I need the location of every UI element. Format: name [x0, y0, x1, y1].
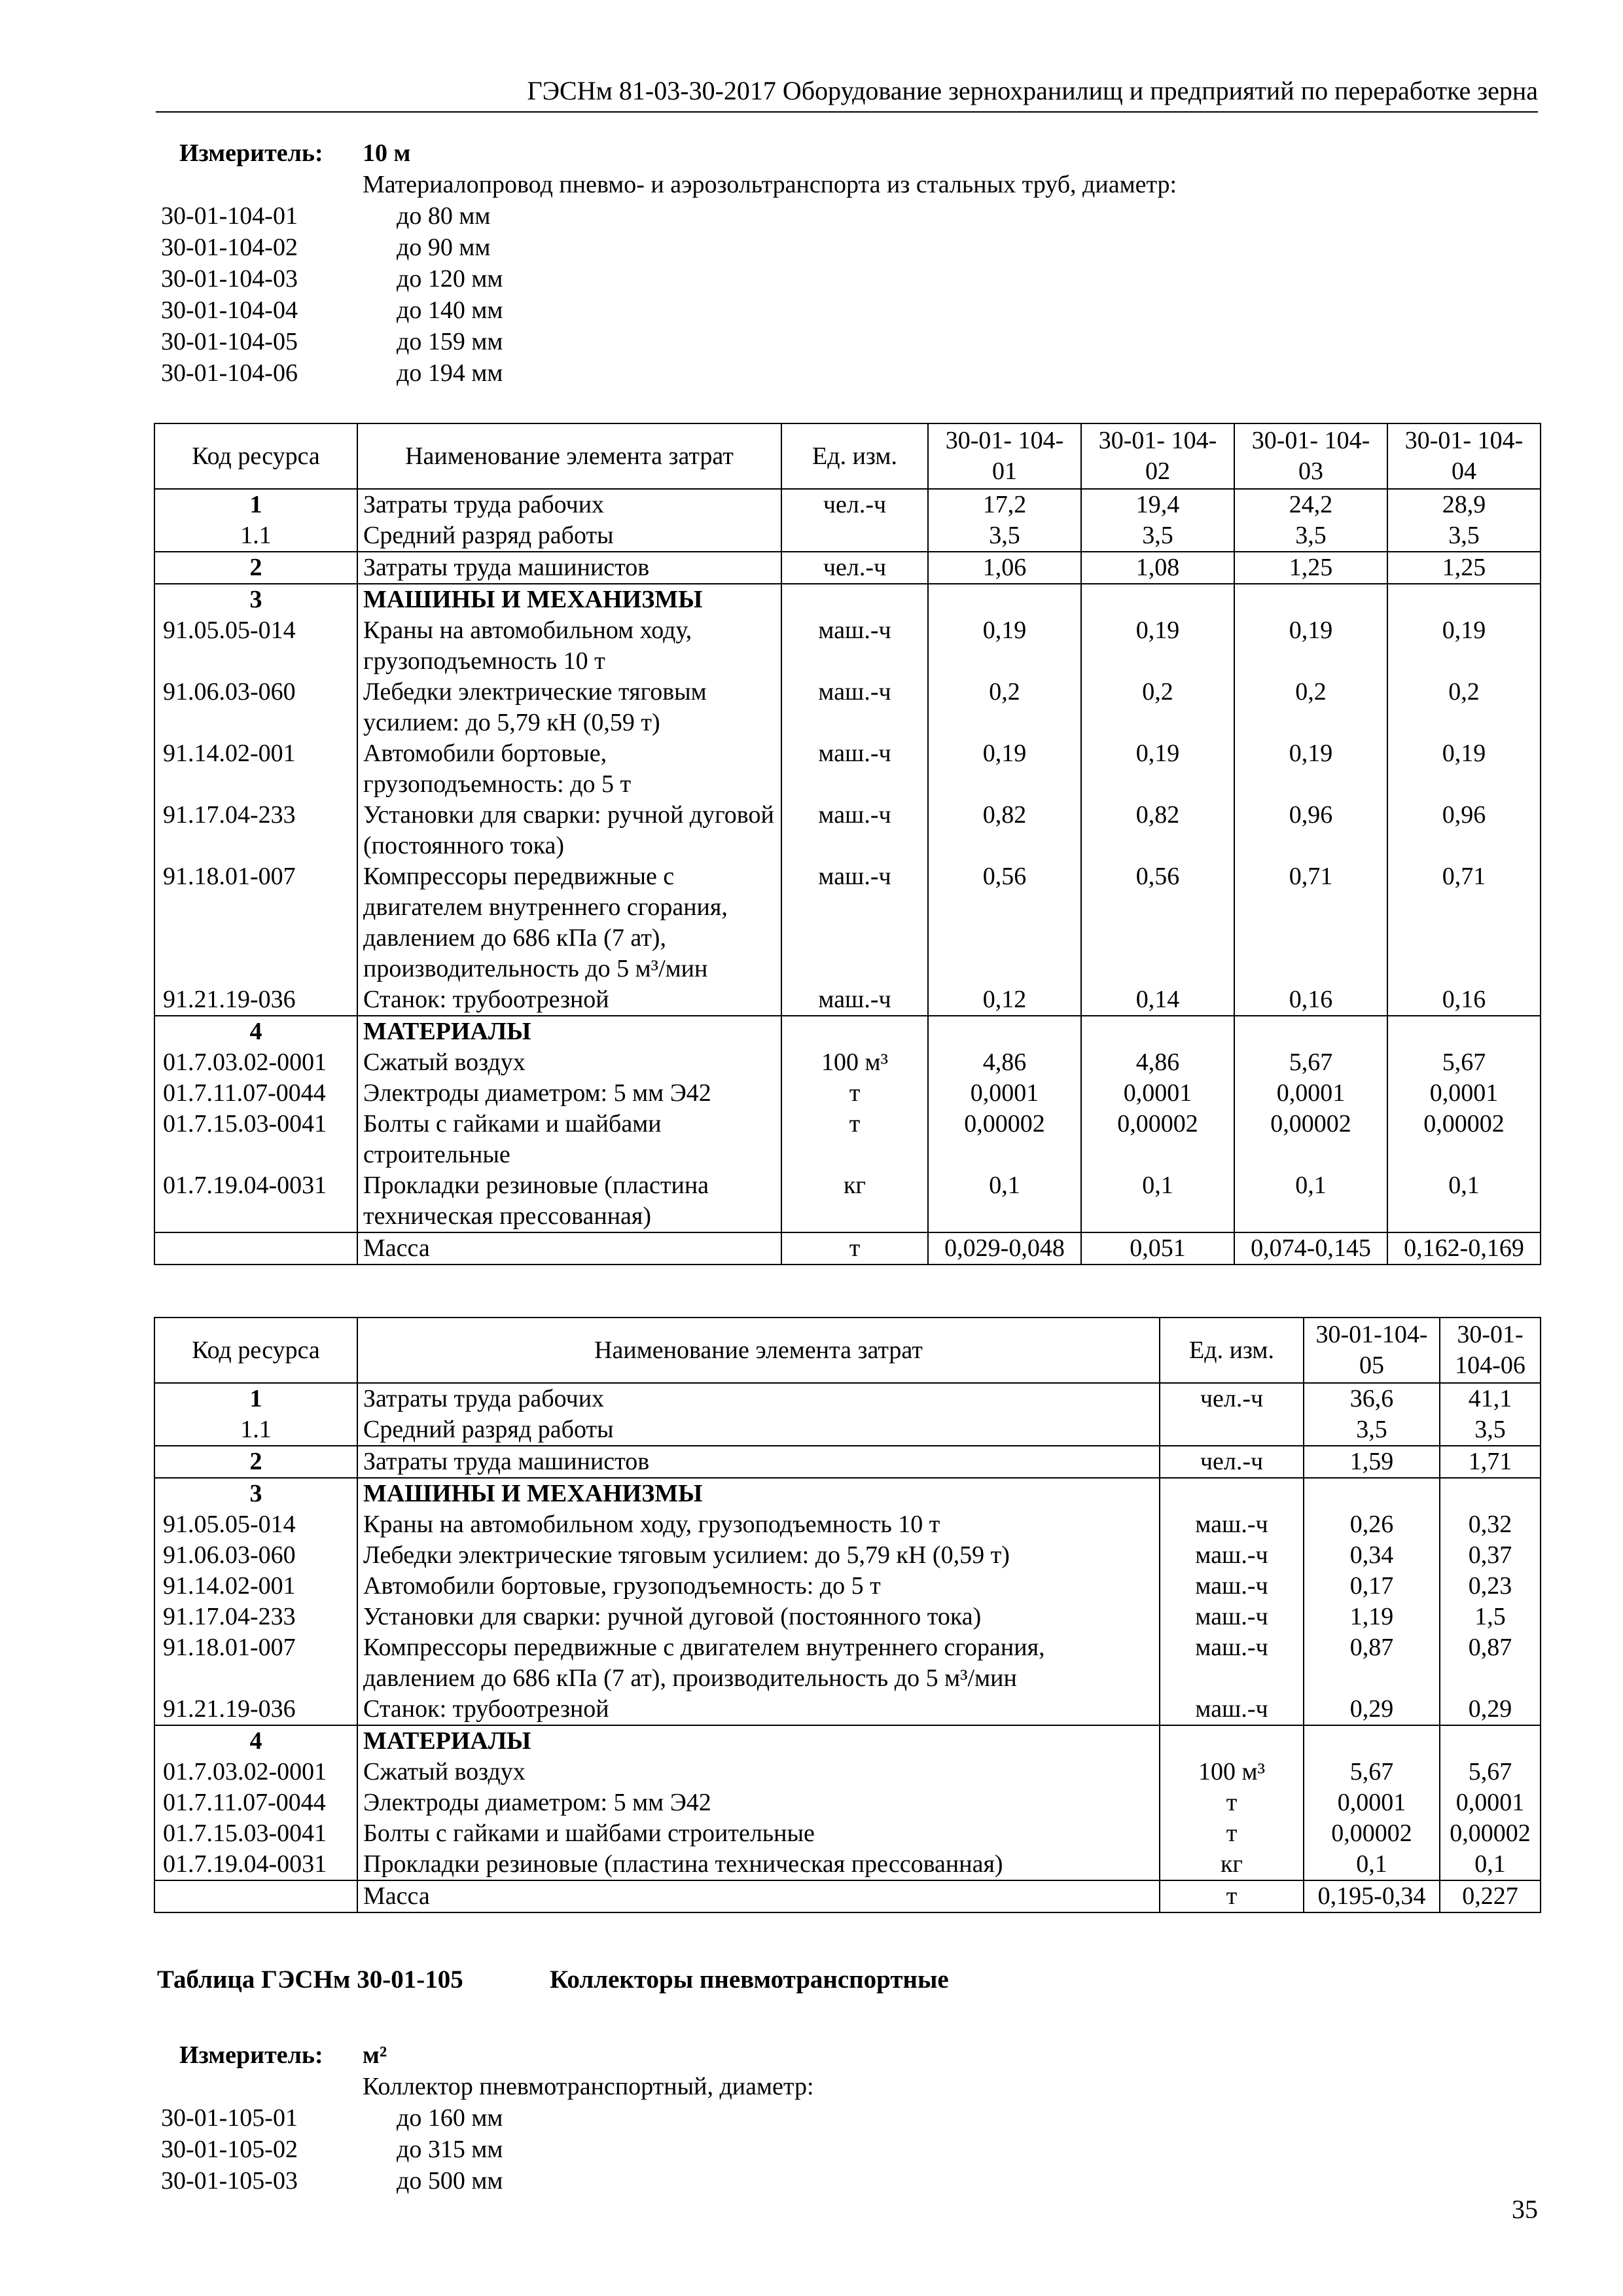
cell-value: 3,5 — [928, 520, 1081, 552]
meter-value: м² — [363, 2041, 387, 2069]
cell-name: Лебедки электрические тяговым усилием: до 5,79 кН (0,59 т) — [357, 677, 781, 738]
cell-name: Сжатый воздух — [357, 1757, 1160, 1787]
cell-value: 28,9 — [1387, 489, 1541, 520]
cell-value: 0,0001 — [1304, 1787, 1440, 1818]
cell-code: 01.7.19.04-0031 — [154, 1170, 357, 1232]
cell-value: 0,1 — [928, 1170, 1081, 1232]
header-unit: Ед. изм. — [781, 423, 928, 489]
cell-value — [928, 1016, 1081, 1047]
cell-unit: кг — [781, 1170, 928, 1232]
cell-value: 3,5 — [1081, 520, 1234, 552]
table-row — [154, 1694, 1541, 1725]
table-row — [154, 1787, 1541, 1818]
table-row — [154, 584, 1541, 615]
cell-name: Компрессоры передвижные с двигателем внутреннего сгорания, давлением до 686 кПа (7 ат), производительность до 5 м³/мин — [357, 861, 781, 984]
cell-unit: маш.-ч — [781, 800, 928, 861]
cell-unit — [1160, 1478, 1304, 1509]
item-text: до 159 мм — [397, 328, 503, 355]
cell-name: Станок: трубоотрезной — [357, 984, 781, 1016]
table-row — [154, 1414, 1541, 1446]
cell-code: 1 — [154, 489, 357, 520]
cell-name: Затраты труда рабочих — [357, 489, 781, 520]
cell-value: 36,6 — [1304, 1383, 1440, 1414]
resource-table-2 — [154, 1317, 1541, 1913]
table-row — [154, 520, 1541, 552]
cell-unit: чел.-ч — [1160, 1446, 1304, 1478]
cell-value — [1387, 1016, 1541, 1047]
cell-value: 3,5 — [1234, 520, 1387, 552]
cell-code: 91.17.04-233 — [154, 1602, 357, 1632]
cell-value: 1,71 — [1440, 1446, 1541, 1478]
cell-value: 0,00002 — [1440, 1818, 1541, 1849]
cell-code: 01.7.03.02-0001 — [154, 1757, 357, 1787]
cell-value: 1,08 — [1081, 552, 1234, 584]
cell-value: 0,2 — [1387, 677, 1541, 738]
cell-value: 0,87 — [1304, 1632, 1440, 1694]
resource-table-1 — [154, 423, 1541, 1265]
header-col: 30-01-104-06 — [1440, 1318, 1541, 1383]
cell-value: 0,26 — [1304, 1509, 1440, 1540]
cell-unit: чел.-ч — [781, 489, 928, 520]
cell-name: Прокладки резиновые (пластина техническая прессованная) — [357, 1849, 1160, 1880]
cell-code: 1.1 — [154, 1414, 357, 1446]
cell-value: 0,37 — [1440, 1540, 1541, 1571]
cell-code: 01.7.15.03-0041 — [154, 1818, 357, 1849]
cell-name: МАШИНЫ И МЕХАНИЗМЫ — [357, 584, 781, 615]
cell-name: МАШИНЫ И МЕХАНИЗМЫ — [357, 1478, 1160, 1509]
table-title — [157, 1965, 949, 1994]
item-text: до 90 мм — [397, 234, 491, 261]
cell-value — [1234, 1016, 1387, 1047]
meter-label: Измеритель: — [179, 2041, 323, 2069]
table-row — [154, 1509, 1541, 1540]
cell-value: 24,2 — [1234, 489, 1387, 520]
cell-value: 0,17 — [1304, 1571, 1440, 1602]
table-row — [154, 1818, 1541, 1849]
cell-value — [1234, 584, 1387, 615]
cell-value: 0,14 — [1081, 984, 1234, 1016]
item-code: 30-01-104-02 — [161, 234, 298, 261]
cell-code: 91.06.03-060 — [154, 1540, 357, 1571]
cell-value: 0,00002 — [1234, 1109, 1387, 1170]
cell-code: 4 — [154, 1725, 357, 1757]
cell-value: 0,0001 — [1081, 1078, 1234, 1109]
cell-unit: кг — [1160, 1849, 1304, 1880]
item-text: до 194 мм — [397, 359, 503, 387]
table-row — [154, 1540, 1541, 1571]
cell-name: МАТЕРИАЛЫ — [357, 1725, 1160, 1757]
cell-value: 0,87 — [1440, 1632, 1541, 1694]
cell-value: 0,19 — [1081, 615, 1234, 677]
item-code: 30-01-104-06 — [161, 359, 298, 387]
cell-value: 0,162-0,169 — [1387, 1232, 1541, 1265]
page-number: 35 — [1512, 2195, 1538, 2224]
cell-unit: маш.-ч — [1160, 1571, 1304, 1602]
section-description: Материалопровод пневмо- и аэрозольтранспорта из стальных труб, диаметр: — [363, 171, 1177, 198]
cell-unit: чел.-ч — [781, 552, 928, 584]
cell-value: 0,00002 — [1081, 1109, 1234, 1170]
cell-value — [928, 584, 1081, 615]
cell-unit — [781, 520, 928, 552]
item-code: 30-01-104-01 — [161, 202, 298, 230]
cell-value: 4,86 — [928, 1047, 1081, 1078]
cell-value: 0,227 — [1440, 1880, 1541, 1912]
table-row — [154, 1047, 1541, 1078]
cell-unit: маш.-ч — [781, 861, 928, 984]
cell-value: 1,19 — [1304, 1602, 1440, 1632]
table-row — [154, 1849, 1541, 1880]
cell-code: 2 — [154, 552, 357, 584]
cell-name: Масса — [357, 1880, 1160, 1912]
cell-value — [1440, 1725, 1541, 1757]
cell-value: 0,074-0,145 — [1234, 1232, 1387, 1265]
cell-name: Средний разряд работы — [357, 520, 781, 552]
cell-value: 1,06 — [928, 552, 1081, 584]
cell-unit: маш.-ч — [781, 984, 928, 1016]
cell-value: 0,19 — [928, 615, 1081, 677]
cell-value: 5,67 — [1440, 1757, 1541, 1787]
cell-value: 0,56 — [1081, 861, 1234, 984]
cell-code: 91.17.04-233 — [154, 800, 357, 861]
cell-value: 0,29 — [1440, 1694, 1541, 1725]
section-description: Коллектор пневмотранспортный, диаметр: — [363, 2073, 814, 2100]
cell-value: 17,2 — [928, 489, 1081, 520]
cell-code: 01.7.11.07-0044 — [154, 1787, 357, 1818]
cell-unit: т — [1160, 1880, 1304, 1912]
item-code: 30-01-105-02 — [161, 2136, 298, 2163]
cell-code — [154, 1880, 357, 1912]
cell-name: Компрессоры передвижные с двигателем внутреннего сгорания, давлением до 686 кПа (7 ат), производительность до 5 м³/мин — [357, 1632, 1160, 1694]
item-code: 30-01-104-05 — [161, 328, 298, 355]
item-code: 30-01-105-03 — [161, 2167, 298, 2195]
cell-name: Станок: трубоотрезной — [357, 1694, 1160, 1725]
table-row — [154, 1602, 1541, 1632]
cell-name: Лебедки электрические тяговым усилием: до 5,79 кН (0,59 т) — [357, 1540, 1160, 1571]
cell-unit: маш.-ч — [781, 677, 928, 738]
cell-value: 3,5 — [1387, 520, 1541, 552]
table-row — [154, 1170, 1541, 1232]
cell-unit: маш.-ч — [1160, 1632, 1304, 1694]
cell-value: 0,16 — [1387, 984, 1541, 1016]
table-row — [154, 1446, 1541, 1478]
cell-value: 0,195-0,34 — [1304, 1880, 1440, 1912]
cell-code: 1.1 — [154, 520, 357, 552]
cell-value: 0,71 — [1234, 861, 1387, 984]
table-row — [154, 800, 1541, 861]
table-row — [154, 1109, 1541, 1170]
cell-unit: маш.-ч — [1160, 1694, 1304, 1725]
cell-name: Электроды диаметром: 5 мм Э42 — [357, 1078, 781, 1109]
cell-code: 3 — [154, 1478, 357, 1509]
table-row — [154, 984, 1541, 1016]
cell-value: 0,32 — [1440, 1509, 1541, 1540]
cell-value: 0,19 — [928, 738, 1081, 800]
header-col: 30-01- 104-02 — [1081, 423, 1234, 489]
cell-value: 0,29 — [1304, 1694, 1440, 1725]
cell-value: 0,82 — [928, 800, 1081, 861]
table-row — [154, 677, 1541, 738]
cell-name: Автомобили бортовые, грузоподъемность: до 5 т — [357, 1571, 1160, 1602]
cell-name: Затраты труда машинистов — [357, 1446, 1160, 1478]
cell-value: 0,00002 — [928, 1109, 1081, 1170]
item-code: 30-01-104-04 — [161, 296, 298, 324]
cell-name: Электроды диаметром: 5 мм Э42 — [357, 1787, 1160, 1818]
table-row — [154, 1725, 1541, 1757]
cell-value: 0,0001 — [1234, 1078, 1387, 1109]
cell-value: 5,67 — [1234, 1047, 1387, 1078]
cell-unit — [1160, 1725, 1304, 1757]
cell-code: 01.7.03.02-0001 — [154, 1047, 357, 1078]
cell-value: 1,25 — [1387, 552, 1541, 584]
cell-value: 0,2 — [1081, 677, 1234, 738]
cell-unit: чел.-ч — [1160, 1383, 1304, 1414]
cell-value: 0,0001 — [928, 1078, 1081, 1109]
cell-value: 3,5 — [1440, 1414, 1541, 1446]
table-row — [154, 1016, 1541, 1047]
table-row — [154, 1632, 1541, 1694]
cell-unit: маш.-ч — [1160, 1602, 1304, 1632]
cell-value: 0,34 — [1304, 1540, 1440, 1571]
table-row — [154, 1478, 1541, 1509]
cell-value: 0,1 — [1304, 1849, 1440, 1880]
table-title-label: Таблица ГЭСНм 30-01-105 — [157, 1965, 463, 1994]
table-row — [154, 1232, 1541, 1265]
cell-value: 0,1 — [1387, 1170, 1541, 1232]
cell-value: 5,67 — [1387, 1047, 1541, 1078]
cell-code: 91.05.05-014 — [154, 1509, 357, 1540]
cell-value: 0,19 — [1387, 738, 1541, 800]
cell-value: 0,96 — [1234, 800, 1387, 861]
cell-value: 0,00002 — [1387, 1109, 1541, 1170]
cell-code: 91.21.19-036 — [154, 984, 357, 1016]
cell-value: 0,16 — [1234, 984, 1387, 1016]
table-row — [154, 1880, 1541, 1912]
cell-code — [154, 1232, 357, 1265]
cell-name: Краны на автомобильном ходу, грузоподъемность 10 т — [357, 1509, 1160, 1540]
cell-unit — [781, 584, 928, 615]
cell-unit — [1160, 1414, 1304, 1446]
item-text: до 315 мм — [397, 2136, 503, 2163]
item-text: до 120 мм — [397, 265, 503, 293]
table-row — [154, 1571, 1541, 1602]
table-row — [154, 615, 1541, 677]
cell-name: Прокладки резиновые (пластина техническая прессованная) — [357, 1170, 781, 1232]
cell-value: 0,19 — [1234, 615, 1387, 677]
header-col: 30-01- 104-04 — [1387, 423, 1541, 489]
cell-code: 2 — [154, 1446, 357, 1478]
cell-code: 91.18.01-007 — [154, 1632, 357, 1694]
item-text: до 80 мм — [397, 202, 491, 230]
cell-name: МАТЕРИАЛЫ — [357, 1016, 781, 1047]
item-code: 30-01-104-03 — [161, 265, 298, 293]
cell-code: 91.06.03-060 — [154, 677, 357, 738]
cell-value: 0,82 — [1081, 800, 1234, 861]
cell-value: 0,96 — [1387, 800, 1541, 861]
cell-value: 0,00002 — [1304, 1818, 1440, 1849]
table-row — [154, 489, 1541, 520]
cell-code: 91.14.02-001 — [154, 1571, 357, 1602]
cell-value — [1440, 1478, 1541, 1509]
cell-value: 0,0001 — [1387, 1078, 1541, 1109]
item-code: 30-01-105-01 — [161, 2104, 298, 2132]
cell-unit: 100 м³ — [781, 1047, 928, 1078]
cell-code: 01.7.15.03-0041 — [154, 1109, 357, 1170]
header-name: Наименование элемента затрат — [357, 423, 781, 489]
cell-unit: маш.-ч — [781, 615, 928, 677]
cell-value: 0,2 — [1234, 677, 1387, 738]
cell-value — [1081, 1016, 1234, 1047]
cell-name: Средний разряд работы — [357, 1414, 1160, 1446]
meter-label: Измеритель: — [179, 139, 323, 167]
table-row — [154, 1078, 1541, 1109]
cell-value: 0,71 — [1387, 861, 1541, 984]
cell-value — [1387, 584, 1541, 615]
header-name: Наименование элемента затрат — [357, 1318, 1160, 1383]
cell-value: 4,86 — [1081, 1047, 1234, 1078]
cell-name: Автомобили бортовые, грузоподъемность: до 5 т — [357, 738, 781, 800]
header-col: 30-01-104-05 — [1304, 1318, 1440, 1383]
cell-code: 91.05.05-014 — [154, 615, 357, 677]
cell-unit: маш.-ч — [1160, 1540, 1304, 1571]
item-text: до 500 мм — [397, 2167, 503, 2195]
meter-value: 10 м — [363, 139, 411, 167]
cell-value: 0,1 — [1440, 1849, 1541, 1880]
cell-unit: т — [1160, 1818, 1304, 1849]
cell-name: Болты с гайками и шайбами строительные — [357, 1818, 1160, 1849]
cell-code: 01.7.11.07-0044 — [154, 1078, 357, 1109]
cell-value: 0,19 — [1081, 738, 1234, 800]
cell-value: 0,051 — [1081, 1232, 1234, 1265]
header-unit: Ед. изм. — [1160, 1318, 1304, 1383]
cell-value: 3,5 — [1304, 1414, 1440, 1446]
cell-unit: маш.-ч — [781, 738, 928, 800]
header-col: 30-01- 104-03 — [1234, 423, 1387, 489]
cell-code: 1 — [154, 1383, 357, 1414]
cell-value: 41,1 — [1440, 1383, 1541, 1414]
cell-value: 0,1 — [1081, 1170, 1234, 1232]
cell-unit: т — [1160, 1787, 1304, 1818]
cell-value: 1,5 — [1440, 1602, 1541, 1632]
cell-value: 0,12 — [928, 984, 1081, 1016]
cell-name: Установки для сварки: ручной дуговой (постоянного тока) — [357, 1602, 1160, 1632]
cell-name: Затраты труда рабочих — [357, 1383, 1160, 1414]
table-row — [154, 861, 1541, 984]
cell-name: Краны на автомобильном ходу, грузоподъемность 10 т — [357, 615, 781, 677]
cell-code: 4 — [154, 1016, 357, 1047]
table-row — [154, 738, 1541, 800]
cell-value — [1304, 1725, 1440, 1757]
cell-unit: маш.-ч — [1160, 1509, 1304, 1540]
cell-value: 1,25 — [1234, 552, 1387, 584]
cell-name: Болты с гайками и шайбами строительные — [357, 1109, 781, 1170]
header-code: Код ресурса — [154, 423, 357, 489]
cell-name: Затраты труда машинистов — [357, 552, 781, 584]
cell-code: 91.14.02-001 — [154, 738, 357, 800]
cell-unit: т — [781, 1078, 928, 1109]
cell-value: 0,19 — [1387, 615, 1541, 677]
table-row — [154, 1757, 1541, 1787]
cell-value: 5,67 — [1304, 1757, 1440, 1787]
cell-code: 3 — [154, 584, 357, 615]
cell-value: 1,59 — [1304, 1446, 1440, 1478]
cell-code: 01.7.19.04-0031 — [154, 1849, 357, 1880]
cell-value: 0,2 — [928, 677, 1081, 738]
cell-code: 91.21.19-036 — [154, 1694, 357, 1725]
item-text: до 140 мм — [397, 296, 503, 324]
cell-value — [1304, 1478, 1440, 1509]
header-col: 30-01- 104-01 — [928, 423, 1081, 489]
cell-value: 0,0001 — [1440, 1787, 1541, 1818]
cell-name: Установки для сварки: ручной дуговой (постоянного тока) — [357, 800, 781, 861]
cell-name: Сжатый воздух — [357, 1047, 781, 1078]
cell-value: 0,1 — [1234, 1170, 1387, 1232]
cell-unit: т — [781, 1109, 928, 1170]
cell-name: Масса — [357, 1232, 781, 1265]
cell-value: 0,19 — [1234, 738, 1387, 800]
cell-value — [1081, 584, 1234, 615]
table-row — [154, 1383, 1541, 1414]
cell-value: 0,029-0,048 — [928, 1232, 1081, 1265]
running-header: ГЭСНм 81-03-30-2017 Оборудование зернохранилищ и предприятий по переработке зерна — [156, 75, 1538, 113]
cell-code: 91.18.01-007 — [154, 861, 357, 984]
table-title-name: Коллекторы пневмотранспортные — [550, 1965, 949, 1994]
item-text: до 160 мм — [397, 2104, 503, 2132]
cell-value: 19,4 — [1081, 489, 1234, 520]
cell-unit — [781, 1016, 928, 1047]
cell-unit: т — [781, 1232, 928, 1265]
cell-value: 0,56 — [928, 861, 1081, 984]
table-row — [154, 552, 1541, 584]
header-code: Код ресурса — [154, 1318, 357, 1383]
cell-value: 0,23 — [1440, 1571, 1541, 1602]
cell-unit: 100 м³ — [1160, 1757, 1304, 1787]
